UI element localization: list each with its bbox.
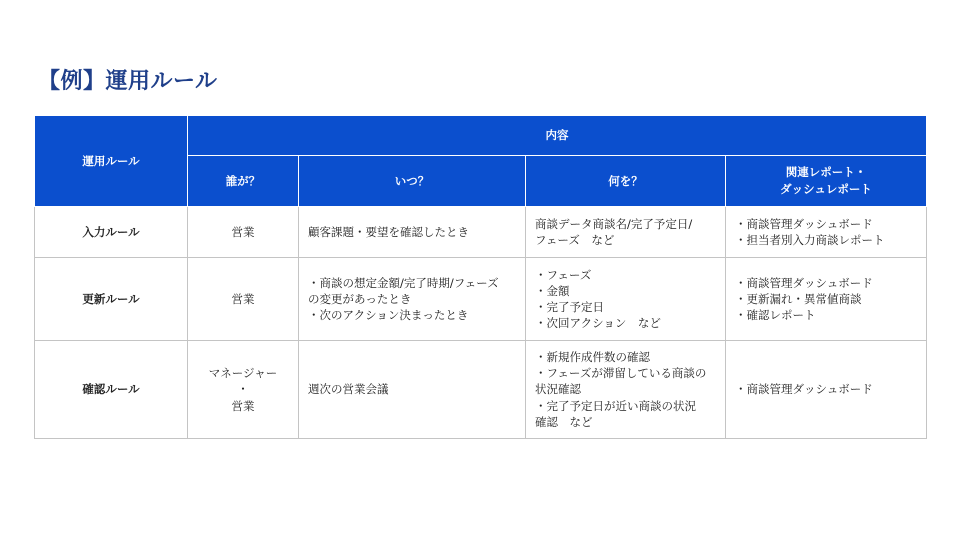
cell-line: ・更新漏れ・異常値商談 <box>735 291 862 306</box>
cell-line: ・商談管理ダッシュボード <box>735 275 873 290</box>
cell-line: 確認 など <box>535 414 593 429</box>
cell-line: フェーズ など <box>535 233 615 247</box>
header-who: 誰が？ <box>188 156 299 207</box>
table-row <box>35 341 927 439</box>
rule-name: 確認ルール <box>35 341 188 439</box>
header-when: いつ？ <box>299 156 526 207</box>
cell-line: ・商談管理ダッシュボード <box>735 216 873 231</box>
header-contents: 内容 <box>188 116 927 156</box>
cell-report <box>726 258 927 341</box>
cell-line: 週次の営業会議 <box>308 382 389 397</box>
cell-line: ・確認レポート <box>735 308 816 323</box>
header-related-reports-line2: ダッシュレポート <box>780 182 872 196</box>
header-what: 何を？ <box>526 156 726 207</box>
cell-line: 営業 <box>231 398 255 413</box>
cell-line: ・商談管理ダッシュボード <box>735 382 873 397</box>
cell-when <box>299 258 526 341</box>
rule-name: 入力ルール <box>35 207 188 258</box>
cell-line: ・ <box>237 382 249 397</box>
cell-line: の変更があったとき <box>308 291 412 306</box>
cell-line: 営業 <box>231 224 255 239</box>
cell-who <box>188 207 299 258</box>
cell-who <box>188 341 299 439</box>
cell-when <box>299 341 526 439</box>
operation-rules-table <box>34 115 927 439</box>
cell-line: 状況確認 <box>535 382 581 397</box>
cell-line: 商談データ商談名/完了予定日/ <box>535 216 693 231</box>
cell-report <box>726 207 927 258</box>
cell-line: ・完了予定日が近い商談の状況 <box>535 398 696 413</box>
table-row <box>35 258 927 341</box>
cell-who <box>188 258 299 341</box>
cell-line: ・商談の想定金額/完了時期/フェーズ <box>308 275 499 290</box>
page-title: 【例】運用ルール <box>38 69 218 94</box>
cell-line: ・フェーズが滞留している商談の <box>535 366 707 381</box>
cell-line: ・次回アクション など <box>535 316 661 331</box>
cell-line: ・完了予定日 <box>535 300 604 314</box>
header-related-reports <box>726 156 927 207</box>
cell-what <box>526 258 726 341</box>
cell-line: ・新規作成件数の確認 <box>535 350 650 365</box>
table-row <box>35 207 927 258</box>
header-related-reports-line1: 関連レポート・ <box>785 165 867 180</box>
header-row-1 <box>35 116 927 156</box>
rule-name: 更新ルール <box>35 258 188 341</box>
cell-what <box>526 341 726 439</box>
cell-line: 顧客課題・要望を確認したとき <box>308 224 469 239</box>
cell-when <box>299 207 526 258</box>
cell-line: ・フェーズ <box>535 267 592 282</box>
header-rule: 運用ルール <box>35 116 188 207</box>
cell-line: 営業 <box>231 291 255 306</box>
cell-line: ・金額 <box>535 283 570 298</box>
cell-what <box>526 207 726 258</box>
cell-report <box>726 341 927 439</box>
cell-line: ・次のアクション決まったとき <box>308 308 469 323</box>
cell-line: ・担当者別入力商談レポート <box>735 233 885 247</box>
cell-line: マネージャー <box>208 366 278 381</box>
